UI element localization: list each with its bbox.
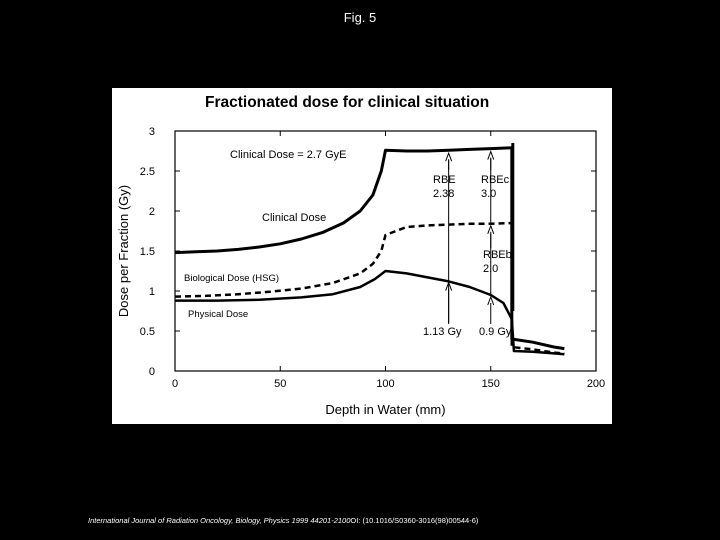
x-axis-label: Depth in Water (mm) xyxy=(325,402,446,417)
y-tick-label: 1 xyxy=(148,286,155,298)
y-tick-label: 0 xyxy=(148,366,155,378)
y-tick-label: 0.5 xyxy=(139,326,155,338)
annotation-clinical-dose: Clinical Dose xyxy=(262,212,327,224)
x-tick-label: 50 xyxy=(274,378,287,390)
plot-frame xyxy=(175,131,596,371)
annotation-clinical-dose-value: Clinical Dose = 2.7 GyE xyxy=(230,149,347,161)
citation-journal: International Journal of Radiation Oncology, Biology, Physics 1999 44201-2100 xyxy=(88,516,351,525)
figure-panel xyxy=(112,88,612,424)
chart-title: Fractionated dose for clinical situation xyxy=(205,94,490,111)
y-tick-label: 2.5 xyxy=(139,166,155,178)
dose-chart xyxy=(112,88,612,424)
annotation-layer xyxy=(184,149,512,338)
annotation-rbe-label: RBE xyxy=(433,174,456,186)
y-tick-label: 2 xyxy=(148,206,155,218)
annotation-rbeb-label: RBEb xyxy=(483,249,512,261)
x-tick-label: 150 xyxy=(481,378,500,390)
slide-title: Fig. 5 xyxy=(343,10,377,25)
annotation-rbe-value: 2.38 xyxy=(433,188,455,200)
y-tick-label: 3 xyxy=(148,126,155,138)
x-tick-label: 100 xyxy=(376,378,395,390)
x-tick-label: 0 xyxy=(171,378,179,390)
chart-axes xyxy=(116,126,605,417)
annotation-biological-dose: Biological Dose (HSG) xyxy=(184,273,280,284)
annotation-rbeb-value: 2.0 xyxy=(483,263,499,275)
annotation-physical-at-130: 1.13 Gy xyxy=(423,326,462,338)
annotation-rbec-value: 3.0 xyxy=(481,188,497,200)
y-axis-label: Dose per Fraction (Gy) xyxy=(116,184,131,318)
y-tick-label: 1.5 xyxy=(139,246,155,258)
x-tick-label: 200 xyxy=(586,378,606,390)
annotation-rbec-label: RBEc xyxy=(481,174,510,186)
citation xyxy=(88,516,478,525)
annotation-physical-dose: Physical Dose xyxy=(188,309,249,320)
citation-doi: OI: (10.1016/S0360-3016(98)00544-6) xyxy=(350,516,479,525)
annotation-physical-at-150: 0.9 Gy xyxy=(479,326,512,338)
